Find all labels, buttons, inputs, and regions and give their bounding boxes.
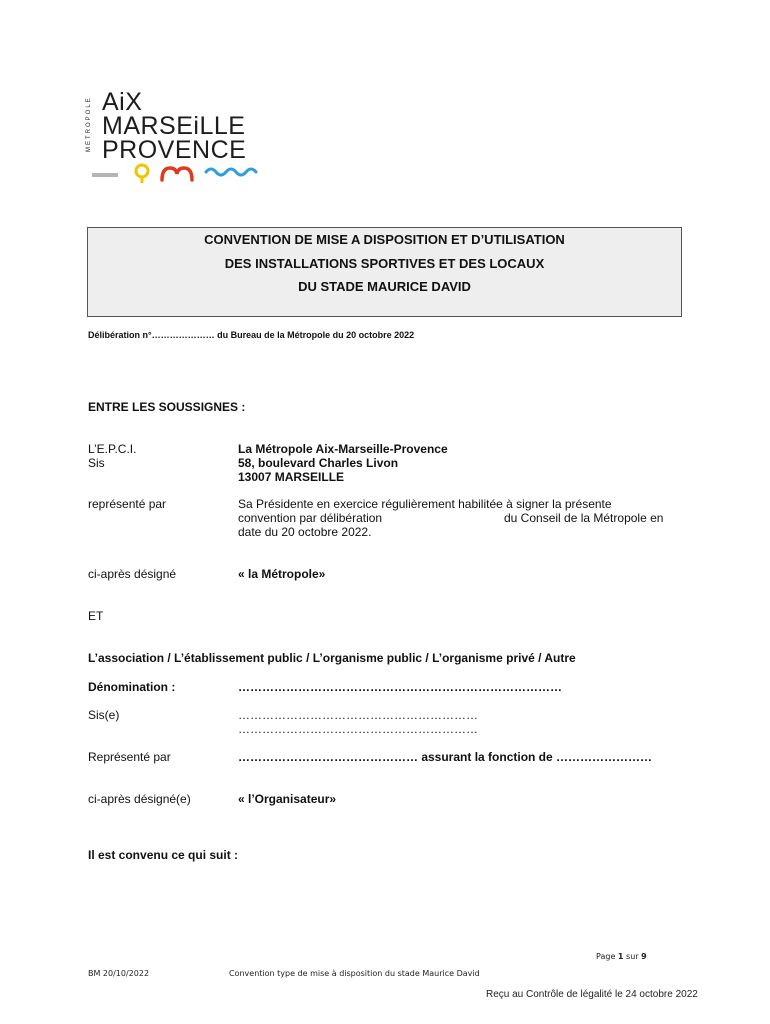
represente-line-1: Sa Présidente en exercice régulièrement habilitée à signer la présente xyxy=(238,497,612,511)
logo-grey-bar xyxy=(92,173,118,177)
denomination-value: ……………………………………………………………………… xyxy=(238,680,562,694)
logo-yellow-stem xyxy=(141,176,144,183)
sise-line-2: …………………………………………………… xyxy=(238,722,478,736)
logo-red-arches xyxy=(162,168,192,180)
designe-value: « la Métropole» xyxy=(238,567,326,581)
epci-address-1: 58, boulevard Charles Livon xyxy=(238,456,399,470)
et-label: ET xyxy=(88,609,104,623)
epci-label: L’E.P.C.I. xyxy=(88,442,137,456)
title-line-1: CONVENTION DE MISE A DISPOSITION ET D’UTILISATION xyxy=(204,232,565,247)
sis-label: Sis xyxy=(88,456,105,470)
designe2-value: « l’Organisateur» xyxy=(238,792,337,806)
footer-left: BM 20/10/2022 xyxy=(88,969,150,978)
logo-line-aix: AiX xyxy=(102,88,143,116)
deliberation-line: Délibération n°………………… du Bureau de la Métropole du 20 octobre 2022 xyxy=(88,330,415,340)
logo-color-marks xyxy=(90,162,266,184)
represente2-label: Représenté par xyxy=(88,750,171,764)
convenu-line: Il est convenu ce qui suit : xyxy=(88,848,239,862)
represente2-value: ……………………………………… assurant la fonction de …………………… xyxy=(238,750,653,764)
represente-line-3: date du 20 octobre 2022. xyxy=(238,525,372,539)
represente-line-2b: du Conseil de la Métropole en xyxy=(504,511,664,525)
page-total: 9 xyxy=(641,952,647,961)
legality-stamp: Reçu au Contrôle de légalité le 24 octobre 2022 xyxy=(486,989,698,1000)
logo-line-provence: PROVENCE xyxy=(102,136,247,164)
metropole-logo xyxy=(86,88,266,184)
sise-label: Sis(e) xyxy=(88,708,120,722)
page-prefix: Page xyxy=(596,952,618,961)
logo-line-marseille: MARSEiLLE xyxy=(102,112,246,140)
epci-name: La Métropole Aix-Marseille-Provence xyxy=(238,442,448,456)
logo-blue-waves xyxy=(206,169,256,175)
page-current: 1 xyxy=(617,952,624,961)
logo-yellow-ring xyxy=(136,165,148,177)
represente-line-2a: convention par délibération xyxy=(238,511,383,525)
designe2-label: ci-après désigné(e) xyxy=(88,792,191,806)
title-box xyxy=(87,227,682,317)
epci-address-2: 13007 MARSEILLE xyxy=(238,470,345,484)
footer-center: Convention type de mise à disposition du stade Maurice David xyxy=(229,969,480,978)
association-line: L’association / L’établissement public / L’organisme public / L’organisme privé / Autre xyxy=(88,651,576,665)
sise-line-1: …………………………………………………… xyxy=(238,708,478,722)
page-mid: sur xyxy=(623,952,642,961)
page-number xyxy=(596,952,647,961)
entre-heading: ENTRE LES SOUSSIGNES : xyxy=(88,400,246,414)
denomination-label: Dénomination : xyxy=(88,680,176,694)
logo-vertical-text: MÉTROPOLE xyxy=(86,96,92,152)
title-line-3: DU STADE MAURICE DAVID xyxy=(298,279,471,294)
designe-label: ci-après désigné xyxy=(88,567,177,581)
represente-label: représenté par xyxy=(88,497,167,511)
title-line-2: DES INSTALLATIONS SPORTIVES ET DES LOCAUX xyxy=(224,256,545,271)
